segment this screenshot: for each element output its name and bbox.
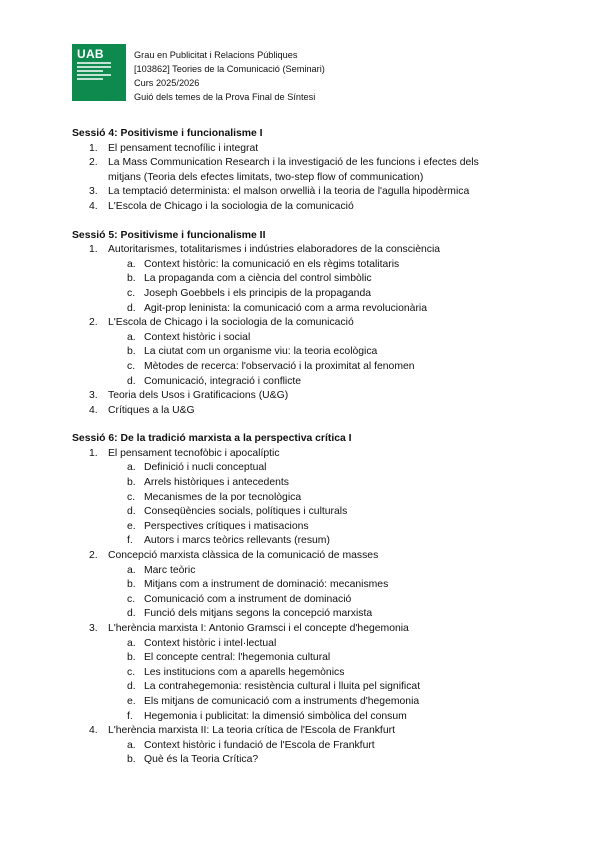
item-number: 4. bbox=[89, 725, 98, 737]
sub-letter: a. bbox=[127, 739, 136, 751]
list-item bbox=[72, 724, 542, 739]
section-title: Sessió 6: De la tradició marxista a la perspectiva crítica I bbox=[72, 433, 352, 445]
sub-text: Les institucions com a aparells hegemònics bbox=[144, 666, 345, 678]
section-session-4 bbox=[72, 127, 542, 215]
sub-letter: e. bbox=[127, 520, 136, 532]
logo-line bbox=[77, 78, 103, 80]
section-session-5 bbox=[72, 229, 542, 419]
item-text: El pensament tecnofòbic i apocalíptic bbox=[108, 447, 280, 459]
list-item bbox=[72, 185, 542, 200]
item-text: La temptació determinista: el malson orwellià i la teoria de l'agulla hipodèrmica bbox=[108, 186, 470, 198]
sub-item bbox=[72, 476, 542, 491]
sub-letter: a. bbox=[127, 331, 136, 343]
list-item bbox=[72, 316, 542, 331]
sub-text: Arrels històriques i antecedents bbox=[144, 477, 289, 489]
item-text: Concepció marxista clàssica de la comunicació de masses bbox=[108, 550, 379, 562]
sub-text: La contrahegemonia: resistència cultural i lluita pel significat bbox=[144, 681, 421, 693]
list-item bbox=[72, 389, 542, 404]
document-body bbox=[72, 127, 542, 782]
sub-text: Funció dels mitjans segons la concepció marxista bbox=[144, 608, 373, 620]
sub-item bbox=[72, 345, 542, 360]
item-number: 2. bbox=[89, 550, 98, 562]
sub-letter: c. bbox=[127, 666, 136, 678]
item-number: 2. bbox=[89, 317, 98, 329]
sub-text: Mecanismes de la por tecnològica bbox=[144, 491, 302, 503]
sub-letter: b. bbox=[127, 477, 136, 489]
item-text: El pensament tecnofílic i integrat bbox=[108, 142, 259, 154]
item-number: 3. bbox=[89, 186, 98, 198]
sub-letter: d. bbox=[127, 302, 136, 314]
header-line-guide: Guió dels temes de la Prova Final de Síntesi bbox=[134, 92, 316, 102]
list-item bbox=[72, 200, 542, 215]
sub-text: Context històric i fundació de l'Escola de Frankfurt bbox=[144, 739, 375, 751]
sub-item bbox=[72, 258, 542, 273]
sub-item bbox=[72, 505, 542, 520]
sub-item bbox=[72, 651, 542, 666]
sub-item bbox=[72, 272, 542, 287]
section-title: Sessió 4: Positivisme i funcionalisme I bbox=[72, 128, 263, 139]
list-item bbox=[72, 142, 542, 157]
sub-text: Mitjans com a instrument de dominació: mecanismes bbox=[144, 579, 389, 591]
sub-letter: c. bbox=[127, 287, 136, 299]
sub-item bbox=[72, 461, 542, 476]
sub-text: Context històric i intel·lectual bbox=[144, 637, 277, 649]
item-text: mitjans (Teoria dels efectes limitats, two-step flow of communication) bbox=[108, 171, 424, 183]
item-number: 2. bbox=[89, 157, 98, 169]
logo-line bbox=[77, 74, 111, 76]
sub-text: Comunicació com a instrument de dominació bbox=[144, 593, 352, 605]
list-item-continuation bbox=[72, 171, 542, 186]
item-text: Teoria dels Usos i Gratificacions (U&G) bbox=[108, 390, 289, 402]
item-text: Autoritarismes, totalitarismes i indústries elaboradores de la consciència bbox=[108, 244, 441, 256]
sub-text: Perspectives crítiques i matisacions bbox=[144, 520, 309, 532]
logo-line bbox=[77, 70, 103, 72]
sub-letter: d. bbox=[127, 681, 136, 693]
sub-item bbox=[72, 710, 542, 725]
uab-logo bbox=[72, 44, 126, 101]
sub-item bbox=[72, 753, 542, 768]
sub-item bbox=[72, 680, 542, 695]
sub-letter: f. bbox=[127, 710, 133, 722]
sub-text: Definició i nucli conceptual bbox=[144, 462, 267, 474]
logo-line bbox=[77, 66, 111, 68]
item-number: 3. bbox=[89, 390, 98, 402]
sub-letter: d. bbox=[127, 375, 136, 387]
item-text: L'Escola de Chicago i la sociologia de la comunicació bbox=[108, 200, 354, 212]
header-line-year: Curs 2025/2026 bbox=[134, 78, 200, 88]
logo-text: UAB bbox=[77, 47, 104, 61]
sub-item bbox=[72, 302, 542, 317]
sub-item bbox=[72, 331, 542, 346]
sub-text: La ciutat com un organisme viu: la teoria ecològica bbox=[144, 346, 378, 358]
sub-letter: a. bbox=[127, 462, 136, 474]
list-item bbox=[72, 243, 542, 258]
sub-text: Marc teòric bbox=[144, 564, 196, 576]
item-text: Crítiques a la U&G bbox=[108, 404, 195, 416]
item-text: L'Escola de Chicago i la sociologia de la comunicació bbox=[108, 317, 354, 329]
item-text: L'herència marxista II: La teoria crítica de l'Escola de Frankfurt bbox=[108, 725, 395, 737]
list-item bbox=[72, 404, 542, 419]
sub-item bbox=[72, 637, 542, 652]
sub-letter: b. bbox=[127, 346, 136, 358]
sub-letter: b. bbox=[127, 273, 136, 285]
section-title: Sessió 5: Positivisme i funcionalisme II bbox=[72, 229, 266, 241]
sub-item bbox=[72, 491, 542, 506]
header-line-degree: Grau en Publicitat i Relacions Públiques bbox=[134, 50, 298, 60]
sub-text: Context històric i social bbox=[144, 331, 251, 343]
sub-item bbox=[72, 607, 542, 622]
sub-item bbox=[72, 287, 542, 302]
sub-text: Joseph Goebbels i els principis de la propaganda bbox=[144, 287, 372, 299]
sub-item bbox=[72, 375, 542, 390]
sub-text: Agit-prop leninista: la comunicació com a arma revolucionària bbox=[144, 302, 427, 314]
sub-letter: b. bbox=[127, 579, 136, 591]
list-item bbox=[72, 447, 542, 462]
sub-item bbox=[72, 534, 542, 549]
item-text: La Mass Communication Research i la investigació de les funcions i efectes dels bbox=[108, 157, 479, 169]
item-number: 3. bbox=[89, 623, 98, 634]
sub-letter: f. bbox=[127, 535, 133, 547]
sub-letter: c. bbox=[127, 491, 136, 503]
item-number: 1. bbox=[89, 244, 98, 256]
item-text: L'herència marxista I: Antonio Gramsci i el concepte d'hegemonia bbox=[108, 623, 409, 634]
sub-text: Què és la Teoria Crítica? bbox=[144, 754, 259, 766]
sub-letter: d. bbox=[127, 506, 136, 518]
section-session-6 bbox=[72, 432, 542, 768]
sub-text: Mètodes de recerca: l'observació i la proximitat al fenomen bbox=[144, 360, 415, 372]
list-item bbox=[72, 156, 542, 171]
logo-line bbox=[77, 62, 111, 64]
sub-text: Context històric: la comunicació en els règims totalitaris bbox=[144, 258, 400, 270]
sub-text: Autors i marcs teòrics rellevants (resum) bbox=[144, 535, 330, 547]
sub-letter: d. bbox=[127, 608, 136, 620]
sub-letter: a. bbox=[127, 258, 136, 270]
sub-text: Els mitjans de comunicació com a instruments d'hegemonia bbox=[144, 695, 420, 707]
sub-item bbox=[72, 564, 542, 579]
sub-letter: b. bbox=[127, 652, 136, 664]
sub-text: Conseqüències socials, polítiques i culturals bbox=[144, 506, 348, 518]
sub-letter: b. bbox=[127, 754, 136, 766]
item-number: 4. bbox=[89, 404, 98, 416]
sub-text: Hegemonia i publicitat: la dimensió simbòlica del consum bbox=[144, 710, 407, 722]
list-item bbox=[72, 622, 542, 637]
sub-item bbox=[72, 520, 542, 535]
sub-item bbox=[72, 666, 542, 681]
item-number: 4. bbox=[89, 200, 98, 212]
sub-letter: c. bbox=[127, 593, 136, 605]
sub-item bbox=[72, 360, 542, 375]
sub-text: La propaganda com a ciència del control simbòlic bbox=[144, 273, 372, 285]
sub-letter: a. bbox=[127, 637, 136, 649]
sub-item bbox=[72, 578, 542, 593]
item-number: 1. bbox=[89, 447, 98, 459]
sub-text: Comunicació, integració i conflicte bbox=[144, 375, 302, 387]
sub-letter: a. bbox=[127, 564, 136, 576]
sub-letter: e. bbox=[127, 695, 136, 707]
document-header bbox=[134, 48, 325, 104]
header-line-course: [103862] Teories de la Comunicació (Seminari) bbox=[134, 64, 325, 74]
sub-letter: c. bbox=[127, 360, 136, 372]
item-number: 1. bbox=[89, 142, 98, 154]
sub-item bbox=[72, 739, 542, 754]
sub-item bbox=[72, 695, 542, 710]
sub-item bbox=[72, 593, 542, 608]
sub-text: El concepte central: l'hegemonia cultural bbox=[144, 652, 331, 664]
list-item bbox=[72, 549, 542, 564]
